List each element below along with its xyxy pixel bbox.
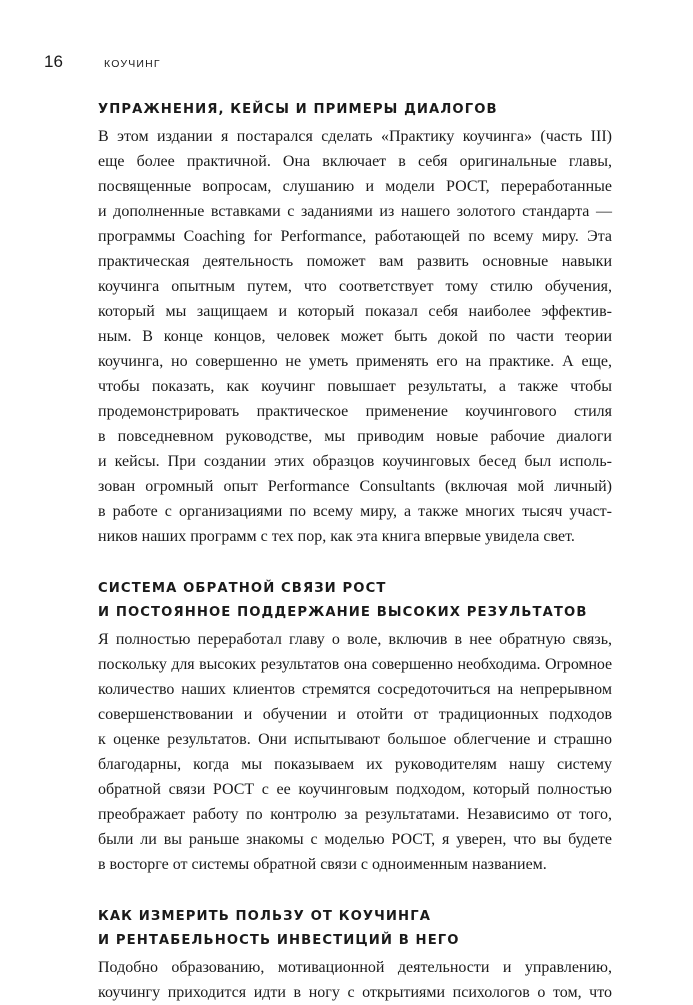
text-line: практическая деятельность поможет вам развить основные навыки	[98, 253, 612, 270]
text-line: к оценке результатов. Они испытывают большое облегчение и страшно	[98, 731, 612, 748]
text-line: в повседневном руководстве, мы приводим новые рабочие диалоги	[98, 428, 612, 445]
text-line: обратной связи РОСТ с ее коучинговым подходом, который полностью	[98, 781, 612, 798]
text-line: В этом издании я постарался сделать «Практику коучинга» (часть III)	[98, 128, 612, 145]
text-line: преображает работу по контролю за результатами. Независимо от того,	[98, 806, 612, 823]
running-header	[44, 52, 161, 72]
text-line: ников наших программ с тех пор, как эта книга впервые увидела свет.	[98, 528, 575, 545]
section-heading	[98, 577, 612, 625]
text-line: и дополненные вставками с заданиями из нашего золотого стандарта —	[98, 203, 612, 220]
text-line: были ли вы раньше знакомы с моделью РОСТ, я уверен, что вы будете	[98, 831, 612, 848]
text-line: коучинга опытным путем, что соответствует тому стилю обучения,	[98, 278, 612, 295]
page-content	[98, 98, 612, 1005]
heading-line: КАК ИЗМЕРИТЬ ПОЛЬЗУ ОТ КОУЧИНГА	[98, 909, 432, 924]
text-line: еще более практичной. Она включает в себя оригинальные главы,	[98, 153, 612, 170]
heading-line: СИСТЕМА ОБРАТНОЙ СВЯЗИ РОСТ	[98, 581, 387, 596]
text-line: количество наших клиентов стремятся сосредоточиться на непрерывном	[98, 681, 612, 698]
text-line: Я полностью переработал главу о воле, включив в нее обратную связь,	[98, 631, 612, 648]
text-line: программы Coaching for Performance, работающей по всему миру. Эта	[98, 228, 612, 245]
page-number: 16	[44, 52, 63, 71]
text-line: поскольку для высоких результатов она совершенно необходима. Огромное	[98, 656, 612, 673]
body-paragraph	[98, 955, 612, 1005]
section	[98, 905, 612, 1005]
text-line: ным. В конце концов, человек может быть докой по части теории	[98, 328, 612, 345]
text-line: и кейсы. При создании этих образцов коучинговых бесед был исполь-	[98, 453, 612, 470]
heading-line: И РЕНТАБЕЛЬНОСТЬ ИНВЕСТИЦИЙ В НЕГО	[98, 933, 460, 948]
text-line: благодарны, когда мы показываем их руководителям нашу систему	[98, 756, 612, 773]
text-line: коучингу приходится идти в ногу с открытиями психологов о том, что	[98, 984, 612, 1001]
body-paragraph	[98, 124, 612, 549]
text-line: посвященные вопросам, слушанию и модели РОСТ, переработанные	[98, 178, 612, 195]
text-line: коучинга, но совершенно не уметь применять его на практике. А еще,	[98, 353, 612, 370]
heading-line: И ПОСТОЯННОЕ ПОДДЕРЖАНИЕ ВЫСОКИХ РЕЗУЛЬТАТОВ	[98, 605, 588, 620]
running-title: КОУЧИНГ	[104, 58, 161, 70]
text-line: продемонстрировать практическое применение коучингового стиля	[98, 403, 612, 420]
text-line: Подобно образованию, мотивационной деятельности и управлению,	[98, 959, 612, 976]
text-line: зован огромный опыт Performance Consultants (включая мой личный)	[98, 478, 612, 495]
heading-line: УПРАЖНЕНИЯ, КЕЙСЫ И ПРИМЕРЫ ДИАЛОГОВ	[98, 102, 498, 117]
text-line: в восторге от системы обратной связи с одноименным названием.	[98, 856, 547, 873]
section	[98, 98, 612, 549]
section	[98, 577, 612, 877]
text-line: чтобы показать, как коучинг повышает результаты, а также чтобы	[98, 378, 612, 395]
text-line: совершенствовании и обучении и отойти от традиционных подходов	[98, 706, 612, 723]
text-line: который мы защищаем и который показал себя наиболее эффектив-	[98, 303, 612, 320]
text-line: в работе с организациями по всему миру, а также многих тысяч участ-	[98, 503, 612, 520]
section-heading	[98, 98, 612, 122]
body-paragraph	[98, 627, 612, 877]
section-heading	[98, 905, 612, 953]
